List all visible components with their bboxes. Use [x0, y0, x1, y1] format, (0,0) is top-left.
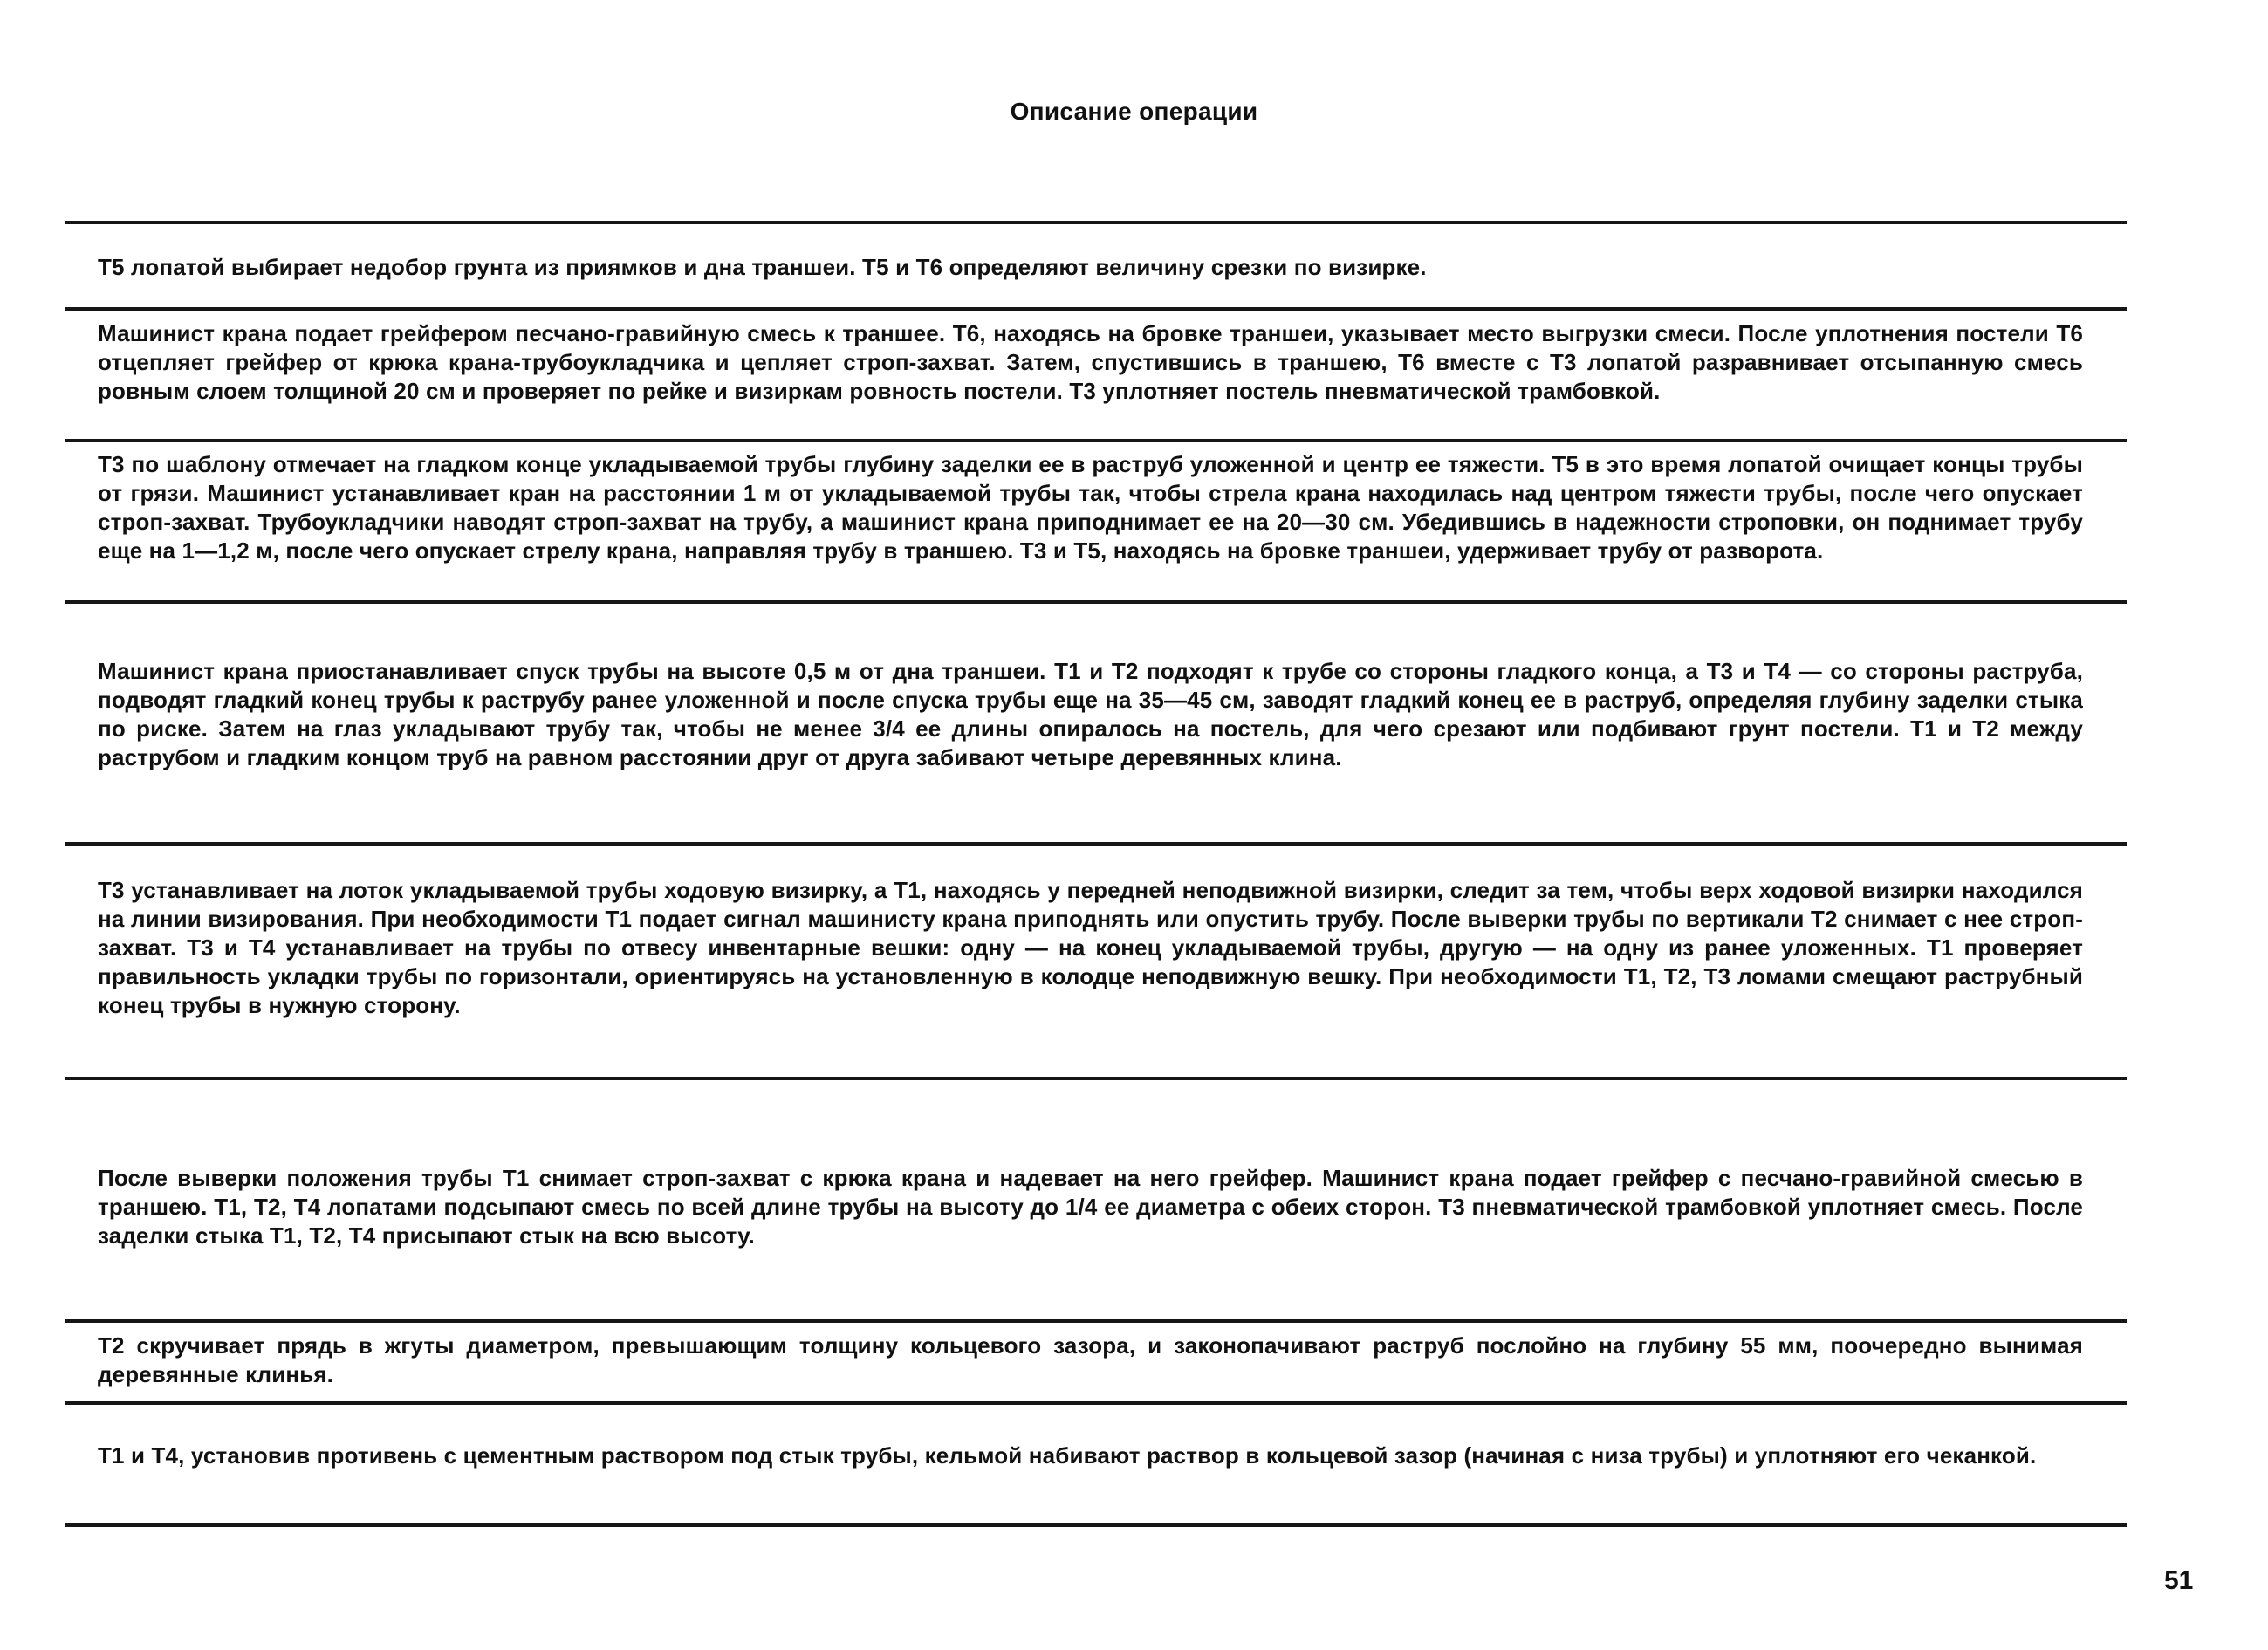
page-title: Описание операции: [1010, 98, 1258, 125]
divider-bottom: [65, 1523, 2127, 1527]
operation-step-8: Т1 и Т4, установив противень с цементным раствором под стык трубы, кельмой набивают раствор в кольцевой зазор (начиная с низа трубы) и уплотняют его чеканкой.: [98, 1442, 2037, 1469]
page-number: 51: [2164, 1566, 2194, 1595]
operation-step-1: Т5 лопатой выбирает недобор грунта из приямков и дна траншеи. Т5 и Т6 определяют величину срезки по визирке.: [98, 254, 1427, 280]
divider: [65, 1401, 2127, 1405]
divider: [65, 307, 2127, 311]
divider: [65, 439, 2127, 442]
divider: [65, 600, 2127, 604]
operation-step-5: Т3 устанавливает на лоток укладываемой трубы ходовую визирку, а Т1, находясь у передней неподвижной визирки, следит за тем, чтобы верх ходовой визирки находился на линии визирования. При необходимости Т1 подает сигнал машинисту крана приподнять или опустить трубу. После выверки трубы по вертикали Т2 снимает с нее строп-захват. Т3 и Т4 устанавливает на трубы по отвесу инвентарные вешки: одну — на конец укладываемой трубы, другую — на одну из ранее уложенных. Т1 проверяет правильность укладки трубы по горизонтали, ориентируясь на установленную в колодце неподвижную вешку. При необходимости Т1, Т2, Т3 ломами смещают раструбный конец трубы в нужную сторону.: [98, 877, 2083, 1018]
divider: [65, 1077, 2127, 1080]
operation-step-6: После выверки положения трубы Т1 снимает строп-захват с крюка крана и надевает на него грейфер. Машинист крана подает грейфер с песчано-гравийной смесью в траншею. Т1, Т2, Т4 лопатами подсыпают смесь по всей длине трубы на высоту до 1/4 ее диаметра с обеих сторон. Т3 пневматической трамбовкой уплотняет смесь. После заделки стыка Т1, Т2, Т4 присыпают стык на всю высоту.: [98, 1165, 2083, 1249]
operation-step-4: Машинист крана приостанавливает спуск трубы на высоте 0,5 м от дна траншеи. Т1 и Т2 подходят к трубе со стороны гладкого конца, а Т3 и Т4 — со стороны раструба, подводят гладкий конец трубы к раструбу ранее уложенной и после спуска трубы еще на 35—45 см, заводят гладкий конец ее в раструб, определяя глубину заделки стыка по риске. Затем на глаз укладывают трубу так, чтобы не менее 3/4 ее длины опиралось на постель, для чего срезают или подбивают грунт постели. Т1 и Т2 между раструбом и гладким концом труб на равном расстоянии друг от друга забивают четыре деревянных клина.: [98, 658, 2083, 770]
operation-step-7: Т2 скручивает прядь в жгуты диаметром, превышающим толщину кольцевого зазора, и законопачивают раструб послойно на глубину 55 мм, поочередно вынимая деревянные клинья.: [98, 1332, 2083, 1387]
divider: [65, 842, 2127, 846]
operation-step-3: Т3 по шаблону отмечает на гладком конце укладываемой трубы глубину заделки ее в раструб уложенной и центр ее тяжести. Т5 в это время лопатой очищает концы трубы от грязи. Машинист устанавливает кран на расстоянии 1 м от укладываемой трубы так, чтобы стрела крана находилась над центром тяжести трубы, после чего опускает строп-захват. Трубоукладчики наводят строп-захват на трубу, а машинист крана приподнимает ее на 20—30 см. Убедившись в надежности строповки, он поднимает трубу еще на 1—1,2 м, после чего опускает стрелу крана, направляя трубу в траншею. Т3 и Т5, находясь на бровке траншеи, удерживает трубу от разворота.: [98, 451, 2083, 564]
divider: [65, 1319, 2127, 1323]
operation-step-2: Машинист крана подает грейфером песчано-гравийную смесь к траншее. Т6, находясь на бровке траншеи, указывает место выгрузки смеси. После уплотнения постели Т6 отцепляет грейфер от крюка крана-трубоукладчика и цепляет строп-захват. Затем, спустившись в траншею, Т6 вместе с Т3 лопатой разравнивает отсыпанную смесь ровным слоем толщиной 20 см и проверяет по рейке и визиркам ровность постели. Т3 уплотняет постель пневматической трамбовкой.: [98, 320, 2083, 404]
divider-top: [65, 221, 2127, 224]
